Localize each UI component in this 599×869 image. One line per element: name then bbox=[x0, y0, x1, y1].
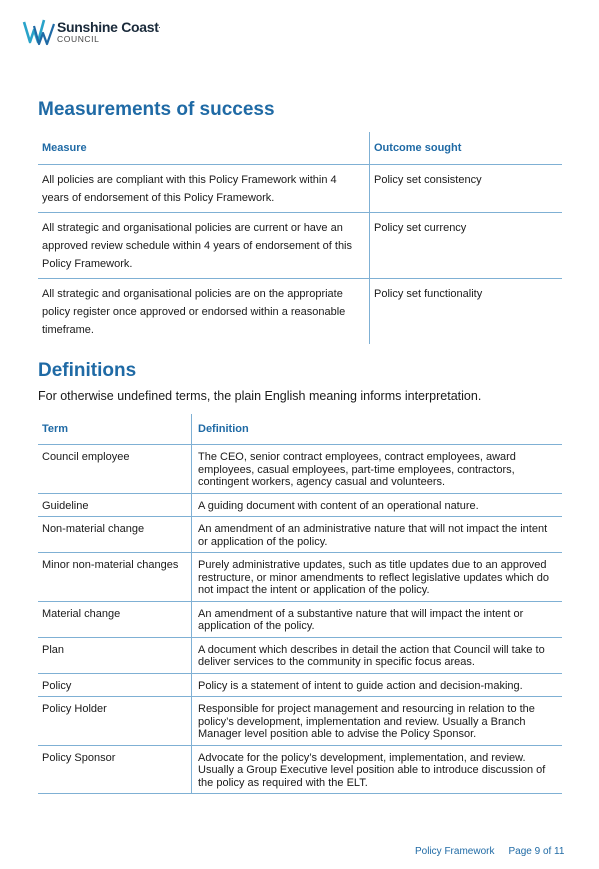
table-row bbox=[38, 553, 562, 602]
table-row bbox=[38, 493, 562, 517]
definitions-table bbox=[38, 414, 562, 794]
definition-cell: Policy is a statement of intent to guide action and decision-making. bbox=[192, 673, 563, 697]
logo-subtitle: COUNCIL bbox=[57, 34, 100, 44]
term-cell: Council employee bbox=[38, 445, 192, 494]
term-cell: Minor non-material changes bbox=[38, 553, 192, 602]
logo-name: Sunshine Coast bbox=[57, 19, 159, 35]
outcome-cell: Policy set currency bbox=[370, 213, 563, 279]
measurements-table bbox=[38, 132, 562, 344]
definitions-heading: Definitions bbox=[38, 360, 137, 381]
logo-tm: . bbox=[158, 24, 160, 30]
outcome-cell: Policy set functionality bbox=[374, 288, 483, 300]
table-header-row bbox=[38, 132, 562, 165]
definition-cell: A document which describes in detail the action that Council will take to deliver services to the community in specific focus areas. bbox=[192, 637, 563, 673]
definition-cell: An amendment of a substantive nature that will impact the intent or application of the policy. bbox=[192, 601, 563, 637]
measure-cell: All strategic and organisational policies are on the appropriate policy register once approved or endorsed within a reasonable timeframe. bbox=[38, 279, 370, 345]
table-row bbox=[38, 279, 562, 345]
measurements-heading: Measurements of success bbox=[38, 99, 275, 120]
outcome-cell: Policy set consistency bbox=[370, 165, 563, 213]
definition-cell: Advocate for the policy’s development, implementation, and review. Usually a Group Executive level position able to introduce discussion of the policy as required with the ELT. bbox=[192, 745, 563, 794]
council-logo bbox=[22, 14, 182, 54]
measure-cell: All strategic and organisational policies are current or have an approved review schedule within 4 years of endorsement of this Policy Framework. bbox=[38, 213, 370, 279]
table-row bbox=[38, 697, 562, 746]
definition-cell: Purely administrative updates, such as title updates due to an approved restructure, or minor amendments to reflect legislative updates which do not impact the intent or application of the policy. bbox=[192, 553, 563, 602]
definition-cell: An amendment of an administrative nature that will not impact the intent or application of the policy. bbox=[192, 517, 563, 553]
definition-cell: Responsible for project management and resourcing in relation to the policy’s development, implementation and review. Usually a Branch Manager level position able to advise the Policy Sponsor. bbox=[192, 697, 563, 746]
term-cell: Material change bbox=[38, 601, 192, 637]
term-cell: Plan bbox=[38, 637, 192, 673]
term-cell: Policy Holder bbox=[38, 697, 192, 746]
column-header-definition: Definition bbox=[192, 414, 563, 445]
logo-wave-icon bbox=[22, 16, 58, 50]
column-header-outcome: Outcome sought bbox=[370, 132, 563, 165]
table-row bbox=[38, 637, 562, 673]
table-row bbox=[38, 745, 562, 794]
table-row bbox=[38, 445, 562, 494]
definition-cell: The CEO, senior contract employees, contract employees, award employees, casual employees, part-time employees, contractors, contingent workers, agency casual and volunteers. bbox=[192, 445, 563, 494]
table-header-row bbox=[38, 414, 562, 445]
table-row bbox=[38, 673, 562, 697]
table-row bbox=[38, 213, 562, 279]
definition-cell: A guiding document with content of an operational nature. bbox=[192, 493, 563, 517]
term-cell: Guideline bbox=[38, 493, 192, 517]
table-row bbox=[38, 165, 562, 213]
term-cell: Non-material change bbox=[38, 517, 192, 553]
table-row bbox=[38, 517, 562, 553]
term-cell: Policy Sponsor bbox=[38, 745, 192, 794]
term-cell: Policy bbox=[38, 673, 192, 697]
page-footer bbox=[415, 846, 564, 857]
table-row bbox=[38, 601, 562, 637]
footer-doc-title: Policy Framework bbox=[415, 846, 495, 857]
column-header-measure: Measure bbox=[38, 132, 370, 165]
footer-page-number: Page 9 of 11 bbox=[508, 846, 565, 857]
definitions-intro: For otherwise undefined terms, the plain English meaning informs interpretation. bbox=[38, 389, 482, 403]
column-header-term: Term bbox=[38, 414, 192, 445]
measure-cell: All policies are compliant with this Policy Framework within 4 years of endorsement of this Policy Framework. bbox=[38, 165, 370, 213]
